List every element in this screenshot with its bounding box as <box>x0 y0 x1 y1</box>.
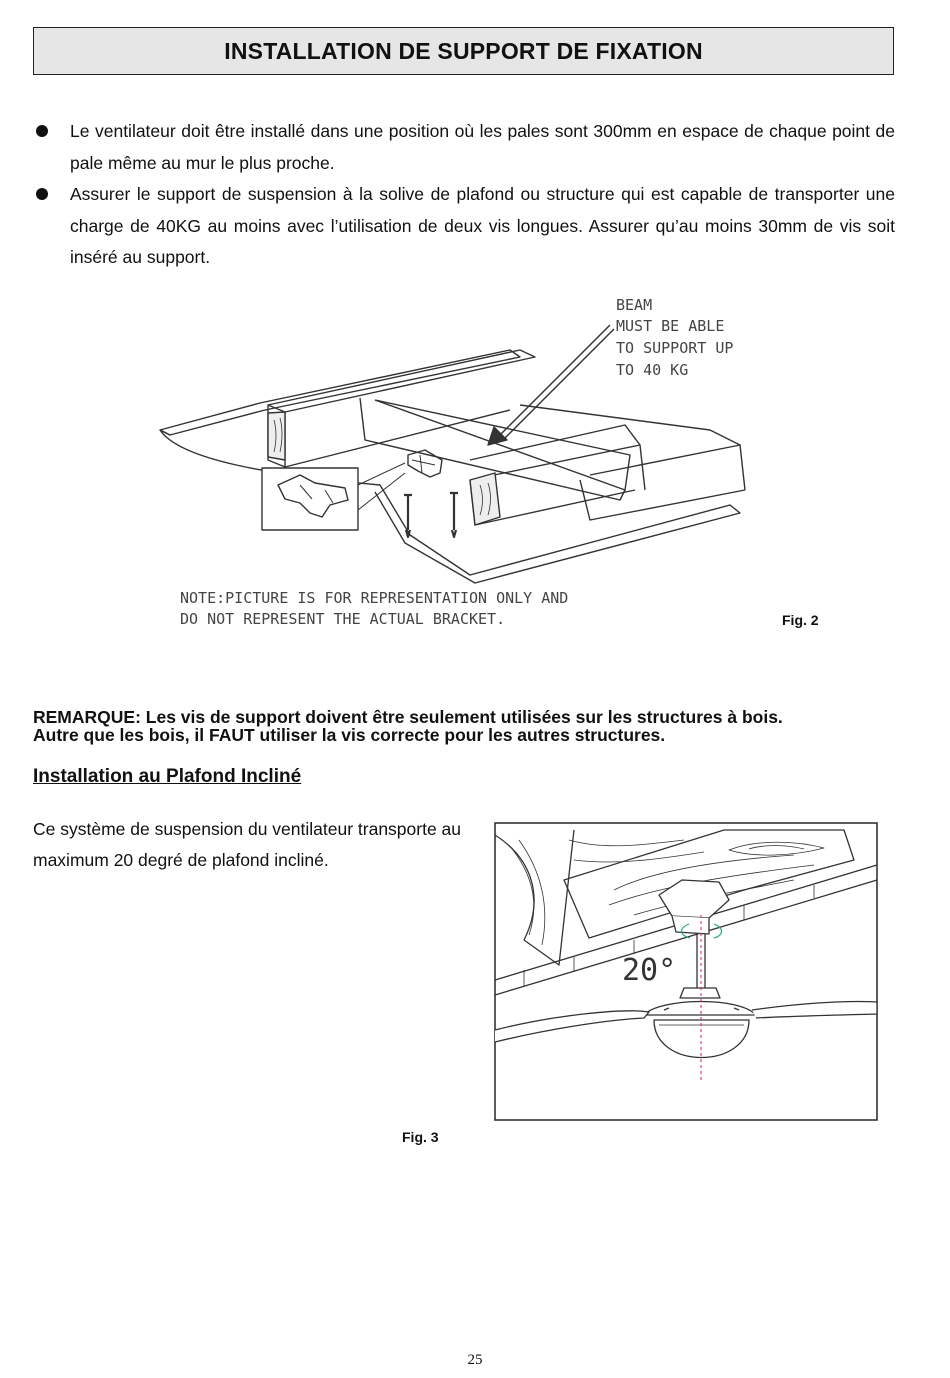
fig2-illustration <box>150 285 770 640</box>
bullet-icon <box>36 188 48 200</box>
beam-note-line: TO 40 KG <box>616 361 689 379</box>
remark-note <box>33 708 913 744</box>
list-item <box>33 116 895 179</box>
instruction-list <box>33 116 895 274</box>
list-item-text: Le ventilateur doit être installé dans une position où les pales sont 300mm en espace de chaque point de pale même au mur le plus proche. <box>70 121 895 173</box>
fig2-note-line: NOTE:PICTURE IS FOR REPRESENTATION ONLY AND <box>180 589 569 607</box>
remark-line: REMARQUE: Les vis de support doivent être seulement utilisées sur les structures à bois. <box>33 707 783 727</box>
page-number: 25 <box>467 1352 483 1368</box>
angle-label: 20° <box>622 953 677 988</box>
beam-note-line: TO SUPPORT UP <box>616 339 734 357</box>
page-title: INSTALLATION DE SUPPORT DE FIXATION <box>33 27 894 75</box>
section-heading: Installation au Plafond Incliné <box>33 766 302 787</box>
beam-note-line: MUST BE ABLE <box>616 317 725 335</box>
incline-description: Ce système de suspension du ventilateur transporte au maximum 20 degré de plafond incliné. <box>33 819 462 870</box>
fig2-note-line: DO NOT REPRESENT THE ACTUAL BRACKET. <box>180 610 506 628</box>
fig3-label: Fig. 3 <box>402 1129 439 1145</box>
list-item-text: Assurer le support de suspension à la solive de plafond ou structure qui est capable de transporter une charge de 40KG au moins avec l’utilisation de deux vis longues. Assurer qu’au moins 30mm de vis soit inséré au support. <box>70 184 895 267</box>
fig3-illustration <box>494 820 880 1123</box>
list-item <box>33 179 895 274</box>
remark-line: Autre que les bois, il FAUT utiliser la vis correcte pour les autres structures. <box>33 725 666 745</box>
bullet-icon <box>36 125 48 137</box>
fig2-label: Fig. 2 <box>782 612 819 628</box>
beam-note-line: BEAM <box>616 296 653 314</box>
